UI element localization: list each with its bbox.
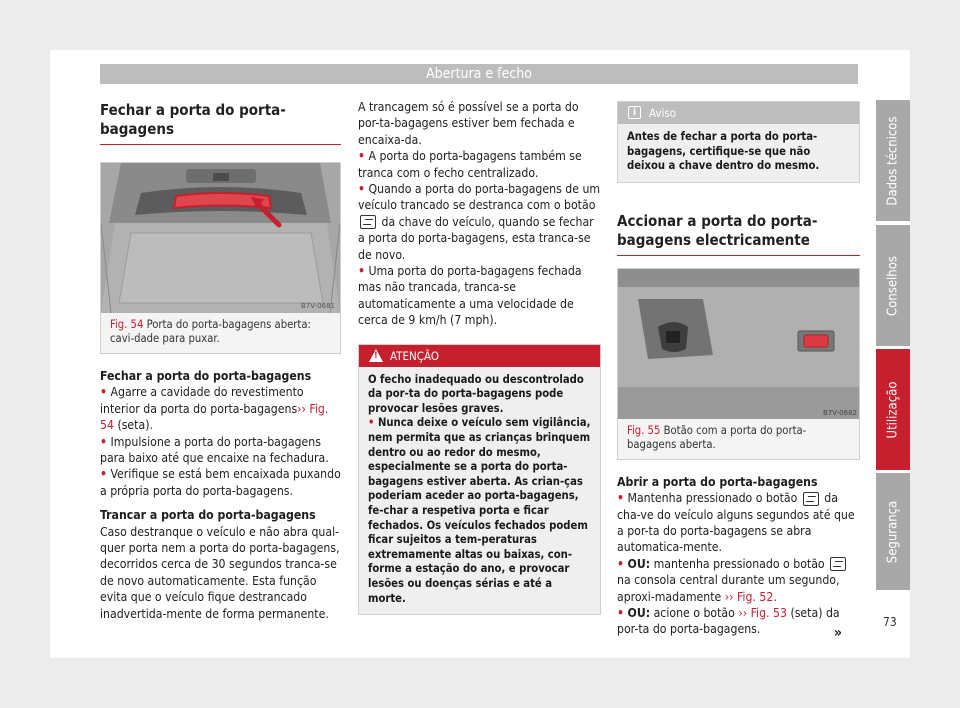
key-icon (830, 557, 846, 571)
figure-54 (100, 162, 341, 354)
column-3 (617, 101, 860, 642)
info-icon: i (628, 106, 641, 119)
bullet: • Uma porta do porta-bagagens fechada mas não trancada, tranca-se automaticamente a uma velocidade de cerca de 9 km/h (7 mph). (358, 264, 582, 328)
subheading: Fechar a porta do porta-bagagens (100, 369, 312, 383)
note-header: i Aviso (618, 102, 859, 124)
column-2 (358, 99, 601, 615)
key-icon (803, 492, 819, 506)
figure-image (618, 269, 859, 419)
figure-caption: Fig. 55 Botão com a porta do porta-bagagens aberta. (627, 423, 807, 451)
tab-seguranca[interactable]: Segurança (876, 473, 910, 590)
warning-icon (369, 349, 383, 362)
bullet: • Agarre a cavidade do revestimento interior da porta do porta-bagagens›› Fig. 54 (seta). (100, 385, 329, 433)
note-box (617, 101, 860, 183)
subheading: Trancar a porta do porta-bagagens (100, 508, 316, 523)
figure-link[interactable]: ›› Fig. 53 (738, 606, 787, 621)
figure-code: B7V-0681 (301, 302, 335, 310)
bullet: • Quando a porta do porta-bagagens de um veículo trancado se destranca com o botão da chave do veículo, quando se fechar a porta do porta-bagagens, esta tranca-se de novo. (358, 182, 601, 262)
warning-box (358, 344, 601, 616)
figure-link[interactable]: ›› Fig. 52 (724, 589, 774, 604)
key-icon (360, 215, 376, 229)
section-heading: Accionar a porta do porta-bagagens electricamente (617, 212, 860, 256)
figure-caption: Fig. 54 Porta do porta-bagagens aberta: cavi-dade para puxar. (110, 318, 311, 345)
bullet: • Mantenha pressionado o botão da cha-ve do veículo alguns segundos até que a por-ta do porta-bagagens se abra automatica-mente. (617, 491, 855, 555)
bullet: • A porta do porta-bagagens também se tranca com o fecho centralizado. (358, 149, 582, 180)
tab-dados-tecnicos[interactable]: Dados técnicos (876, 100, 910, 221)
bullet: • Impulsione a porta do porta-bagagens para baixo até que encaixe na fechadura. (100, 434, 329, 466)
bullet: • Verifique se está bem encaixada puxando a própria porta do porta-bagagens. (100, 467, 341, 498)
page-header: Abertura e fecho (100, 64, 858, 84)
continue-marker: » (833, 625, 842, 642)
page-number: 73 (883, 615, 897, 629)
column-1 (100, 101, 341, 622)
section-heading: Fechar a porta do porta-bagagens (100, 101, 341, 145)
warning-body: O fecho inadequado ou descontrolado da por-ta do porta-bagagens pode provocar lesões graves. • Nunca deixe o veículo sem vigilância, nem permita que as crianças brinquem dentro ou ao redor do mesmo, especialmente se a porta do porta-bagagens estiver aberta. As crian-ças poderiam aceder ao porta-bagagens, fe-char a respetiva porta e ficar fechados. Os veículos fechados podem ficar sujeitos a tem-peraturas extremamente altas ou baixas, con-forme a estação do ano, e provocar lesões ou doenças sérias e até a morte. (368, 372, 591, 605)
tab-conselhos[interactable]: Conselhos (876, 225, 910, 346)
subheading: Abrir a porta do porta-bagagens (617, 474, 818, 489)
figure-code: B7V-0682 (823, 408, 857, 417)
figure-image (101, 163, 340, 313)
trunk-button-illustration (618, 269, 859, 419)
paragraph: Caso destranque o veículo e não abra qual-quer porta nem a porta do porta-bagagens, decorridos cerca de 30 segundos tranca-se de novo automaticamente. Esta função evita que o veículo fique destrancado inadvertida-mente de forma permanente. (100, 524, 340, 621)
bullet: • OU: mantenha pressionado o botão na consola central durante um segundo, aproxi-madamente ›› Fig. 52. (617, 556, 860, 605)
figure-label: Fig. 55 (627, 423, 661, 437)
note-body: Antes de fechar a porta do porta-bagagens, certifique-se que não deixou a chave dentro do mesmo. (627, 130, 820, 173)
paragraph: A trancagem só é possível se a porta do por-ta-bagagens estiver bem fechada e encaixa-da. (358, 100, 579, 147)
warning-header: ! ATENÇÃO (359, 345, 600, 367)
bullet: • OU: acione o botão ›› Fig. 53 (seta) da por-ta do porta-bagagens. (617, 606, 840, 637)
figure-link[interactable]: ›› Fig. 54 (100, 401, 329, 433)
figure-label: Fig. 54 (110, 318, 144, 331)
trunk-open-illustration (101, 163, 340, 313)
figure-55 (617, 268, 860, 460)
tab-utilizacao[interactable]: Utilização (876, 349, 910, 470)
